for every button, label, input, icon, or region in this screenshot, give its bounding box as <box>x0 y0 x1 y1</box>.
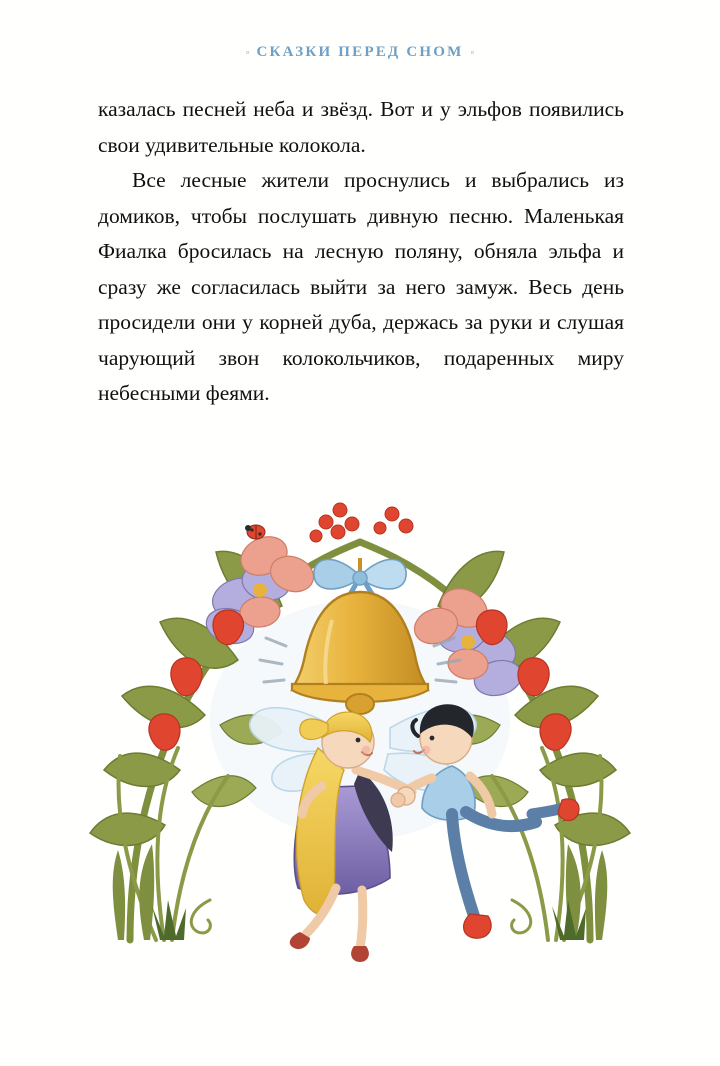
illustration-elf-and-fairy <box>60 470 660 990</box>
berry-cluster-right <box>374 507 413 534</box>
running-head <box>0 44 720 61</box>
paragraph-2: Все лесные жители проснулись и выбрались из домиков, чтобы послушать дивную песню. Маленькая Фиалка бросилась на лесную поляну, обняла эльфа и сразу же согласилась выйти за него замуж. Весь день просидели они у корней дуба, держась за руки и слушая чарующий звон колокольчиков, подаренных миру небесными феями. <box>98 168 624 405</box>
berry-cluster-left <box>310 503 359 542</box>
ornament-left-icon: ◦ <box>245 46 250 59</box>
running-head-text: СКАЗКИ ПЕРЕД СНОМ <box>256 44 464 61</box>
ornament-right-icon: ◦ <box>470 46 475 59</box>
ladybug-icon <box>245 525 265 539</box>
body-text <box>98 92 624 412</box>
left-ground-tuft <box>152 900 186 940</box>
paragraph-1: казалась песней неба и звёзд. Вот и у эльфов появились свои удивительные колокола. <box>98 97 624 157</box>
